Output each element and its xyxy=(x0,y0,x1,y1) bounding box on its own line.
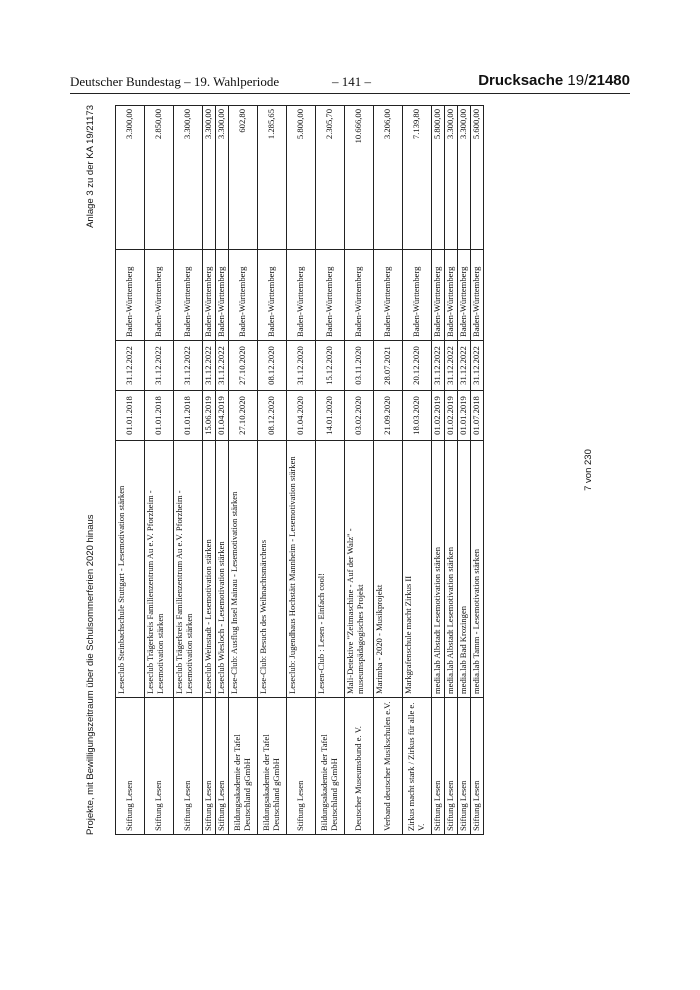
cell-amount: 2.305,70 xyxy=(316,106,345,250)
cell-end-date: 31.12.2020 xyxy=(287,341,316,391)
table-row xyxy=(116,106,145,835)
table-row xyxy=(345,106,374,835)
cell-state: Baden-Württemberg xyxy=(287,250,316,341)
cell-end-date: 08.12.2020 xyxy=(258,341,287,391)
table-row xyxy=(403,106,432,835)
cell-amount: 3.300,00 xyxy=(445,106,458,250)
cell-state: Baden-Württemberg xyxy=(403,250,432,341)
cell-end-date: 15.12.2020 xyxy=(316,341,345,391)
cell-amount: 2.850,00 xyxy=(145,106,174,250)
cell-start-date: 03.02.2020 xyxy=(345,391,374,441)
cell-project: Leseclub Trägerkreis Familienzentrum Au e.V. Pforzheim - Lesemotivation stärken xyxy=(174,441,203,698)
projects-table xyxy=(115,105,484,835)
cell-start-date: 01.02.2019 xyxy=(432,391,445,441)
cell-organization: Stiftung Lesen xyxy=(116,698,145,835)
table-row xyxy=(374,106,403,835)
cell-organization: Deutscher Museumsbund e. V. xyxy=(345,698,374,835)
cell-end-date: 27.10.2020 xyxy=(229,341,258,391)
table-row xyxy=(203,106,216,835)
cell-end-date: 31.12.2022 xyxy=(216,341,229,391)
cell-organization: Stiftung Lesen xyxy=(145,698,174,835)
cell-start-date: 08.12.2020 xyxy=(258,391,287,441)
cell-amount: 10.666,00 xyxy=(345,106,374,250)
table-row xyxy=(432,106,445,835)
cell-project: Leseclub Steinbachschule Stuttgart - Lesemotivation stärken xyxy=(116,441,145,698)
cell-organization: Stiftung Lesen xyxy=(174,698,203,835)
cell-state: Baden-Württemberg xyxy=(216,250,229,341)
cell-state: Baden-Württemberg xyxy=(116,250,145,341)
header-drucksache-num-b: 21480 xyxy=(588,72,630,89)
cell-state: Baden-Württemberg xyxy=(258,250,287,341)
cell-amount: 5.800,00 xyxy=(287,106,316,250)
cell-organization: Bildungsakademie der Tafel Deutschland gGmbH xyxy=(316,698,345,835)
cell-amount: 3.206,00 xyxy=(374,106,403,250)
cell-project: Marimba - 2020 - Musikprojekt xyxy=(374,441,403,698)
cell-amount: 602,80 xyxy=(229,106,258,250)
table-caption: Projekte, mit Bewilligungszeitraum über die Schulsommerferien 2020 hinaus xyxy=(85,514,96,835)
cell-amount: 3.300,00 xyxy=(174,106,203,250)
cell-state: Baden-Württemberg xyxy=(174,250,203,341)
page-header xyxy=(70,72,630,92)
annex-reference: Anlage 3 zu der KA 19/21173 xyxy=(85,105,96,228)
cell-organization: Verband deutscher Musikschulen e.V. xyxy=(374,698,403,835)
cell-organization: Bildungsakademie der Tafel Deutschland gGmbH xyxy=(229,698,258,835)
cell-amount: 3.300,00 xyxy=(216,106,229,250)
cell-organization: Stiftung Lesen xyxy=(445,698,458,835)
cell-project: Leseclub: Jugendhaus Hochstätt Mannheim - Lesemotivation stärken xyxy=(287,441,316,698)
cell-start-date: 01.01.2019 xyxy=(458,391,471,441)
header-parliament: Deutscher Bundestag – 19. Wahlperiode xyxy=(70,74,280,89)
cell-state: Baden-Württemberg xyxy=(458,250,471,341)
table-row xyxy=(258,106,287,835)
cell-amount: 3.300,00 xyxy=(458,106,471,250)
cell-project: media.lab Tamm - Lesemotivation stärken xyxy=(471,441,484,698)
cell-amount: 3.300,00 xyxy=(203,106,216,250)
cell-start-date: 01.01.2018 xyxy=(116,391,145,441)
cell-state: Baden-Württemberg xyxy=(203,250,216,341)
table-row xyxy=(145,106,174,835)
table-row xyxy=(316,106,345,835)
cell-end-date: 31.12.2022 xyxy=(145,341,174,391)
table-row xyxy=(458,106,471,835)
cell-project: Lesen-Club : Lesen - Einfach cool! xyxy=(316,441,345,698)
cell-state: Baden-Württemberg xyxy=(471,250,484,341)
cell-amount: 5.600,00 xyxy=(471,106,484,250)
table-row xyxy=(471,106,484,835)
cell-organization: Zirkus macht stark / Zirkus für alle e. V. xyxy=(403,698,432,835)
cell-organization: Stiftung Lesen xyxy=(471,698,484,835)
cell-start-date: 01.07.2018 xyxy=(471,391,484,441)
cell-start-date: 18.03.2020 xyxy=(403,391,432,441)
cell-end-date: 31.12.2022 xyxy=(116,341,145,391)
cell-state: Baden-Württemberg xyxy=(316,250,345,341)
cell-organization: Bildungsakademie der Tafel Deutschland gGmbH xyxy=(258,698,287,835)
table-row xyxy=(174,106,203,835)
header-drucksache-label: Drucksache xyxy=(478,72,564,89)
page-number-footer: 7 von 230 xyxy=(583,449,594,491)
cell-project: Markgrafenschule macht Zirkus II xyxy=(403,441,432,698)
cell-amount: 5.800,00 xyxy=(432,106,445,250)
cell-organization: Stiftung Lesen xyxy=(287,698,316,835)
cell-organization: Stiftung Lesen xyxy=(432,698,445,835)
cell-project: Leseclub Trägerkreis Familienzentrum Au e.V. Pforzheim - Lesemotivation stärken xyxy=(145,441,174,698)
header-page-number: – 141 – xyxy=(332,74,371,89)
rotated-page-content xyxy=(85,105,605,835)
cell-start-date: 27.10.2020 xyxy=(229,391,258,441)
cell-state: Baden-Württemberg xyxy=(445,250,458,341)
table-row xyxy=(229,106,258,835)
cell-end-date: 03.11.2020 xyxy=(345,341,374,391)
cell-start-date: 14.01.2020 xyxy=(316,391,345,441)
header-drucksache xyxy=(478,72,630,89)
cell-project: Mali-Detektive "Zeitmaschine - Auf der Walz" - museumspädagogisches Projekt xyxy=(345,441,374,698)
cell-organization: Stiftung Lesen xyxy=(203,698,216,835)
cell-project: Lese-Club: Ausflug Insel Mainau - Lesemotivation stärken xyxy=(229,441,258,698)
cell-end-date: 31.12.2022 xyxy=(471,341,484,391)
cell-end-date: 31.12.2022 xyxy=(203,341,216,391)
cell-end-date: 28.07.2021 xyxy=(374,341,403,391)
cell-state: Baden-Württemberg xyxy=(145,250,174,341)
cell-project: media.lab Albstadt Lesemotivation stärken xyxy=(445,441,458,698)
projects-table-body xyxy=(116,106,484,835)
cell-organization: Stiftung Lesen xyxy=(458,698,471,835)
cell-end-date: 31.12.2022 xyxy=(432,341,445,391)
cell-start-date: 01.04.2020 xyxy=(287,391,316,441)
cell-project: Leseclub Weinstadt - Lesemotivation stärken xyxy=(203,441,216,698)
cell-organization: Stiftung Lesen xyxy=(216,698,229,835)
cell-start-date: 01.01.2018 xyxy=(145,391,174,441)
table-row xyxy=(287,106,316,835)
cell-project: media.lab Bad Krozingen xyxy=(458,441,471,698)
cell-state: Baden-Württemberg xyxy=(374,250,403,341)
cell-project: media.lab Albstadt Lesemotivation stärken xyxy=(432,441,445,698)
cell-end-date: 31.12.2022 xyxy=(458,341,471,391)
table-row xyxy=(445,106,458,835)
cell-end-date: 31.12.2022 xyxy=(174,341,203,391)
cell-project: Lese-Club: Besuch des Weihnachtsmärchens xyxy=(258,441,287,698)
table-row xyxy=(216,106,229,835)
header-rule xyxy=(70,93,630,94)
cell-end-date: 31.12.2022 xyxy=(445,341,458,391)
cell-state: Baden-Württemberg xyxy=(345,250,374,341)
cell-amount: 1.285,65 xyxy=(258,106,287,250)
cell-start-date: 01.01.2018 xyxy=(174,391,203,441)
header-drucksache-num-a: 19/ xyxy=(567,72,589,89)
cell-state: Baden-Württemberg xyxy=(432,250,445,341)
cell-start-date: 01.02.2019 xyxy=(445,391,458,441)
cell-start-date: 21.09.2020 xyxy=(374,391,403,441)
cell-start-date: 01.04.2019 xyxy=(216,391,229,441)
cell-state: Baden-Württemberg xyxy=(229,250,258,341)
cell-amount: 7.139,80 xyxy=(403,106,432,250)
cell-start-date: 15.06.2019 xyxy=(203,391,216,441)
cell-end-date: 20.12.2020 xyxy=(403,341,432,391)
cell-amount: 3.300,00 xyxy=(116,106,145,250)
cell-project: Leseclub Wiesloch - Lesemotivation stärken xyxy=(216,441,229,698)
